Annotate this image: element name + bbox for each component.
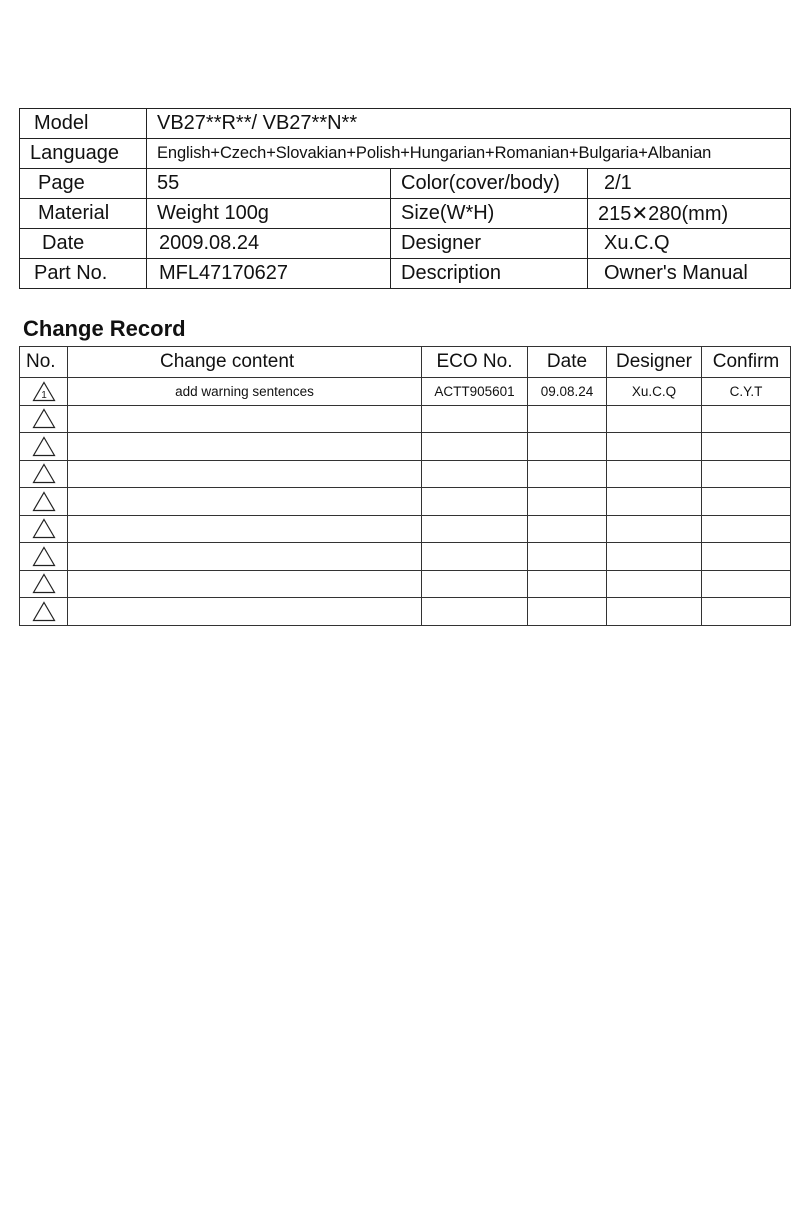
row-confirm: C.Y.T — [702, 378, 791, 406]
header-confirm: Confirm — [702, 347, 791, 378]
description-label: Description — [391, 259, 588, 289]
empty-cell — [68, 515, 422, 543]
change-record-table — [19, 346, 791, 626]
part-label: Part No. — [20, 259, 147, 289]
empty-cell — [422, 515, 528, 543]
empty-cell — [528, 488, 607, 516]
empty-cell — [607, 598, 702, 626]
header-date: Date — [528, 347, 607, 378]
empty-cell — [702, 570, 791, 598]
revision-number: 1 — [40, 389, 47, 401]
material-value: Weight 100g — [147, 199, 391, 229]
empty-cell — [422, 570, 528, 598]
empty-cell — [702, 598, 791, 626]
designer-value: Xu.C.Q — [588, 229, 791, 259]
change-record-header — [20, 347, 791, 378]
empty-cell — [607, 405, 702, 433]
empty-cell — [422, 598, 528, 626]
empty-cell — [528, 460, 607, 488]
multiply-icon: ✕ — [631, 203, 649, 225]
empty-cell — [528, 433, 607, 461]
empty-cell — [68, 433, 422, 461]
designer-label: Designer — [391, 229, 588, 259]
color-value: 2/1 — [588, 169, 791, 199]
revision-cell — [20, 378, 68, 406]
empty-cell — [422, 405, 528, 433]
language-label: Language — [20, 139, 147, 169]
spec-row-page — [20, 169, 791, 199]
table-row — [20, 543, 791, 571]
empty-cell — [607, 515, 702, 543]
language-value: English+Czech+Slovakian+Polish+Hungarian+Romanian+Bulgaria+Albanian — [147, 139, 791, 169]
size-value — [588, 199, 791, 229]
row-change-content: add warning sentences — [68, 378, 422, 406]
revision-triangle-icon — [32, 601, 56, 622]
revision-cell — [20, 515, 68, 543]
material-label: Material — [20, 199, 147, 229]
table-row — [20, 570, 791, 598]
revision-triangle-icon — [32, 491, 56, 512]
empty-cell — [422, 543, 528, 571]
spec-row-date — [20, 229, 791, 259]
empty-cell — [528, 543, 607, 571]
model-value: VB27**R**/ VB27**N** — [147, 109, 791, 139]
page-value: 55 — [147, 169, 391, 199]
empty-cell — [702, 488, 791, 516]
color-label: Color(cover/body) — [391, 169, 588, 199]
table-row — [20, 405, 791, 433]
revision-triangle-icon — [32, 381, 56, 402]
empty-cell — [702, 433, 791, 461]
revision-triangle-icon — [32, 463, 56, 484]
revision-triangle-icon — [32, 573, 56, 594]
spec-row-model — [20, 109, 791, 139]
size-label: Size(W*H) — [391, 199, 588, 229]
empty-cell — [528, 570, 607, 598]
revision-triangle-icon — [32, 436, 56, 457]
revision-cell — [20, 570, 68, 598]
revision-cell — [20, 433, 68, 461]
empty-cell — [607, 433, 702, 461]
header-designer: Designer — [607, 347, 702, 378]
empty-cell — [607, 488, 702, 516]
empty-cell — [68, 488, 422, 516]
empty-cell — [702, 405, 791, 433]
header-no: No. — [20, 347, 68, 378]
size-width: 215 — [598, 203, 632, 225]
table-row — [20, 515, 791, 543]
model-label: Model — [20, 109, 147, 139]
empty-cell — [528, 515, 607, 543]
revision-triangle-icon — [32, 546, 56, 567]
empty-cell — [422, 433, 528, 461]
revision-triangle-icon — [32, 518, 56, 539]
empty-cell — [607, 570, 702, 598]
table-row — [20, 378, 791, 406]
header-change-content: Change content — [68, 347, 422, 378]
table-row — [20, 488, 791, 516]
empty-cell — [528, 598, 607, 626]
empty-cell — [68, 598, 422, 626]
empty-cell — [702, 460, 791, 488]
change-record-title: Change Record — [23, 316, 186, 341]
empty-cell — [422, 488, 528, 516]
revision-cell — [20, 543, 68, 571]
table-row — [20, 460, 791, 488]
row-eco-no: ACTT905601 — [422, 378, 528, 406]
description-value: Owner's Manual — [588, 259, 791, 289]
empty-cell — [68, 405, 422, 433]
revision-cell — [20, 488, 68, 516]
page-label: Page — [20, 169, 147, 199]
part-value: MFL47170627 — [147, 259, 391, 289]
empty-cell — [607, 460, 702, 488]
revision-cell — [20, 405, 68, 433]
revision-cell — [20, 460, 68, 488]
date-value: 2009.08.24 — [147, 229, 391, 259]
revision-triangle-icon — [32, 408, 56, 429]
empty-cell — [702, 515, 791, 543]
spec-table — [19, 108, 791, 289]
table-row — [20, 598, 791, 626]
date-label: Date — [20, 229, 147, 259]
header-eco-no: ECO No. — [422, 347, 528, 378]
empty-cell — [68, 570, 422, 598]
size-height: 280(mm) — [648, 203, 729, 225]
spec-row-part — [20, 259, 791, 289]
empty-cell — [68, 543, 422, 571]
table-row — [20, 433, 791, 461]
spec-row-language — [20, 139, 791, 169]
row-designer: Xu.C.Q — [607, 378, 702, 406]
empty-cell — [422, 460, 528, 488]
empty-cell — [702, 543, 791, 571]
empty-cell — [607, 543, 702, 571]
revision-cell — [20, 598, 68, 626]
empty-cell — [68, 460, 422, 488]
empty-cell — [528, 405, 607, 433]
row-date: 09.08.24 — [528, 378, 607, 406]
spec-row-material — [20, 199, 791, 229]
